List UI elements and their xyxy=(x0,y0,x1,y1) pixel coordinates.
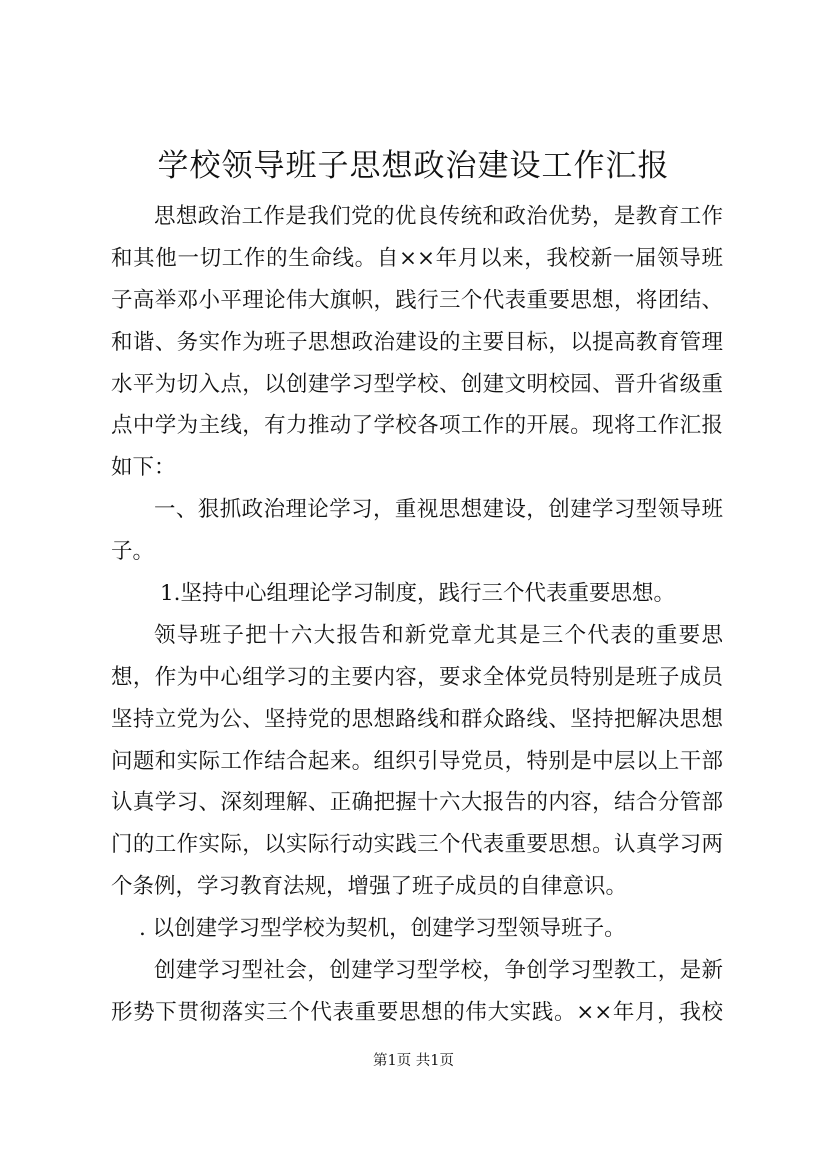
section-heading-line: 一、狠抓政治理论学习，重视思想建设，创建学习型领导班 xyxy=(154,497,723,523)
paragraph-line: 和谐、务实作为班子思想政治建设的主要目标，以提高教育管理 xyxy=(111,329,723,355)
subsection-heading: . 以创建学习型学校为契机，创建学习型领导班子。 xyxy=(139,916,626,942)
subsection-heading: 1.坚持中心组理论学习制度，践行三个代表重要思想。 xyxy=(160,581,676,607)
paragraph-line: 形势下贯彻落实三个代表重要思想的伟大实践。××年月，我校 xyxy=(111,999,723,1025)
document-body xyxy=(111,196,723,1034)
paragraph-line: 个条例，学习教育法规，增强了班子成员的自律意识。 xyxy=(111,874,628,900)
paragraph-line: 子高举邓小平理论伟大旗帜，践行三个代表重要思想，将团结、 xyxy=(111,287,723,313)
page-number-footer: 第1页 共1页 xyxy=(372,1053,455,1069)
paragraph-line: 认真学习、深刻理解、正确把握十六大报告的内容，结合分管部 xyxy=(111,790,723,816)
paragraph-line: 想，作为中心组学习的主要内容，要求全体党员特别是班子成员 xyxy=(111,664,723,690)
paragraph-line: 水平为切入点，以创建学习型学校、创建文明校园、晋升省级重 xyxy=(111,371,723,397)
paragraph-line: 创建学习型社会，创建学习型学校，争创学习型教工，是新 xyxy=(154,958,723,984)
paragraph-line: 问题和实际工作结合起来。组织引导党员，特别是中层以上干部 xyxy=(111,748,723,774)
paragraph-line: 和其他一切工作的生命线。自××年月以来，我校新一届领导班 xyxy=(111,245,723,271)
paragraph-line: 坚持立党为公、坚持党的思想路线和群众路线、坚持把解决思想 xyxy=(111,706,723,732)
section-heading-line: 子。 xyxy=(111,539,155,565)
paragraph-line: 点中学为主线，有力推动了学校各项工作的开展。现将工作汇报 xyxy=(111,413,723,439)
paragraph-line: 如下： xyxy=(111,455,176,481)
paragraph-line: 门的工作实际，以实际行动实践三个代表重要思想。认真学习两 xyxy=(111,832,723,858)
document-title: 学校领导班子思想政治建设工作汇报 xyxy=(157,148,670,184)
paragraph-line: 领导班子把十六大报告和新党章尤其是三个代表的重要思 xyxy=(154,622,723,648)
paragraph-line: 思想政治工作是我们党的优良传统和政治优势，是教育工作 xyxy=(154,204,723,229)
